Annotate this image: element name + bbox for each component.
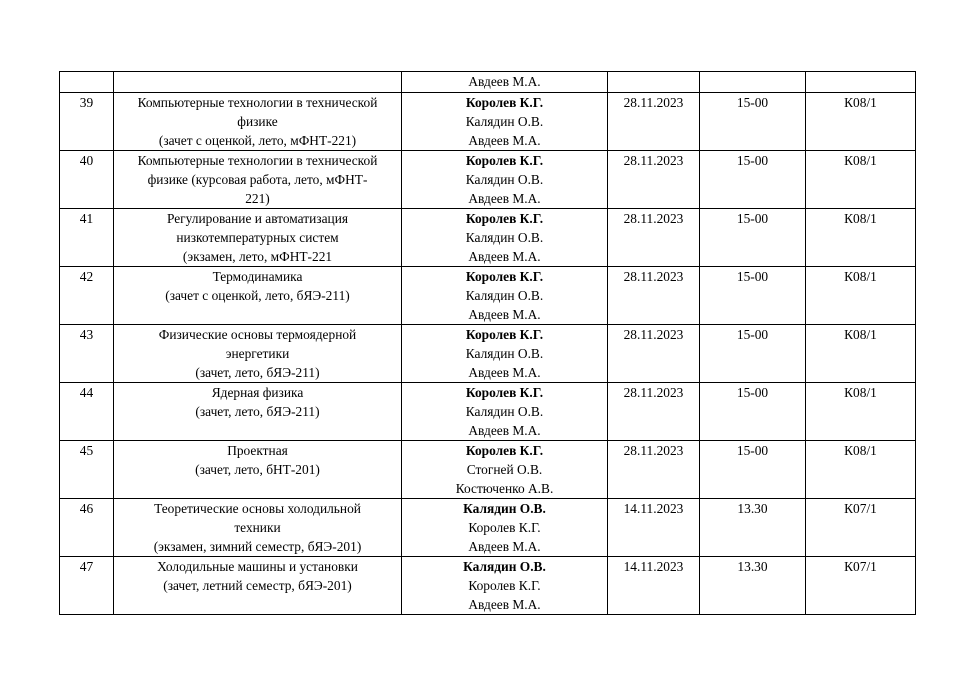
examiner-name: Авдеев М.А. (468, 307, 541, 322)
examiner-name: Авдеев М.А. (468, 191, 541, 206)
subject-cell (114, 209, 402, 267)
time-cell: 15-00 (700, 93, 806, 151)
room-cell: К08/1 (806, 151, 916, 209)
subject-line: (зачет, лето, бЯЭ-211) (195, 365, 320, 380)
examiners-cell (402, 557, 608, 615)
room-cell: К08/1 (806, 93, 916, 151)
lead-examiner-name: Калядин О.В. (463, 501, 546, 516)
subject-line: (зачет, лето, бЯЭ-211) (195, 404, 320, 419)
row-number-cell: 39 (60, 93, 114, 151)
date-cell: 28.11.2023 (608, 267, 700, 325)
table-row (60, 441, 916, 499)
examiners-cell (402, 209, 608, 267)
subject-line: физике (237, 114, 278, 129)
date-cell: 28.11.2023 (608, 325, 700, 383)
examiner-name: Королев К.Г. (468, 578, 541, 593)
examiner-name: Авдеев М.А. (468, 423, 541, 438)
time-cell: 15-00 (700, 151, 806, 209)
examiners-cell (402, 151, 608, 209)
subject-cell (114, 383, 402, 441)
subject-line: (экзамен, лето, мФНТ-221 (182, 249, 333, 264)
subject-line: (экзамен, зимний семестр, бЯЭ-201) (153, 539, 362, 554)
subject-line: Компьютерные технологии в технической (137, 95, 378, 110)
examiner-name: Калядин О.В. (465, 346, 544, 361)
room-cell: К08/1 (806, 209, 916, 267)
examiners-cell (402, 383, 608, 441)
subject-line: Физические основы термоядерной (158, 327, 357, 342)
room-cell: К08/1 (806, 441, 916, 499)
examiner-name: Стогней О.В. (466, 462, 543, 477)
subject-line: техники (234, 520, 281, 535)
table-row (60, 151, 916, 209)
time-cell: 15-00 (700, 441, 806, 499)
subject-line: Ядерная физика (211, 385, 304, 400)
lead-examiner-name: Королев К.Г. (465, 385, 544, 400)
examiner-name: Костюченко А.В. (455, 481, 554, 496)
examiners-cell (402, 72, 608, 93)
subject-line: Теоретические основы холодильной (154, 501, 361, 516)
subject-line: Проектная (227, 443, 288, 458)
subject-line: Холодильные машины и установки (157, 559, 358, 574)
subject-cell (114, 325, 402, 383)
schedule-table (59, 71, 916, 615)
date-cell (608, 72, 700, 93)
examiners-cell (402, 499, 608, 557)
lead-examiner-name: Королев К.Г. (465, 443, 544, 458)
room-cell: К07/1 (806, 499, 916, 557)
subject-line: Термодинамика (212, 269, 303, 284)
subject-line: (зачет с оценкой, лето, мФНТ-221) (158, 133, 357, 148)
lead-examiner-name: Королев К.Г. (465, 153, 544, 168)
date-cell: 28.11.2023 (608, 441, 700, 499)
subject-line: физике (курсовая работа, лето, мФНТ- (147, 172, 368, 187)
subject-cell (114, 441, 402, 499)
subject-cell (114, 499, 402, 557)
subject-line: (зачет, лето, бНТ-201) (195, 462, 320, 477)
subject-line: низкотемпературных систем (176, 230, 339, 245)
examiner-name: Калядин О.В. (465, 404, 544, 419)
subject-cell (114, 93, 402, 151)
examiners-cell (402, 441, 608, 499)
subject-cell (114, 151, 402, 209)
subject-line: энергетики (225, 346, 290, 361)
time-cell: 13.30 (700, 499, 806, 557)
examiner-name: Королев К.Г. (468, 520, 541, 535)
examiners-cell (402, 325, 608, 383)
table-row (60, 383, 916, 441)
examiner-name: Калядин О.В. (465, 114, 544, 129)
examiner-name: Калядин О.В. (465, 230, 544, 245)
subject-line: Компьютерные технологии в технической (137, 153, 378, 168)
lead-examiner-name: Королев К.Г. (465, 211, 544, 226)
examiners-cell (402, 93, 608, 151)
row-number-cell: 42 (60, 267, 114, 325)
subject-cell (114, 72, 402, 93)
table-row (60, 267, 916, 325)
subject-line: (зачет с оценкой, лето, бЯЭ-211) (165, 288, 350, 303)
examiner-name: Авдеев М.А. (468, 249, 541, 264)
subject-line: (зачет, летний семестр, бЯЭ-201) (163, 578, 352, 593)
date-cell: 14.11.2023 (608, 557, 700, 615)
row-number-cell: 45 (60, 441, 114, 499)
subject-cell (114, 557, 402, 615)
row-number-cell: 44 (60, 383, 114, 441)
row-number-cell: 41 (60, 209, 114, 267)
lead-examiner-name: Калядин О.В. (463, 559, 546, 574)
date-cell: 28.11.2023 (608, 383, 700, 441)
schedule-table-body (60, 72, 916, 615)
lead-examiner-name: Королев К.Г. (465, 327, 544, 342)
row-number-cell: 40 (60, 151, 114, 209)
row-number-cell: 47 (60, 557, 114, 615)
time-cell: 13.30 (700, 557, 806, 615)
room-cell: К07/1 (806, 557, 916, 615)
examiner-name: Калядин О.В. (465, 288, 544, 303)
table-row (60, 93, 916, 151)
time-cell: 15-00 (700, 325, 806, 383)
subject-line: Регулирование и автоматизация (166, 211, 349, 226)
room-cell: К08/1 (806, 325, 916, 383)
examiners-cell (402, 267, 608, 325)
date-cell: 28.11.2023 (608, 209, 700, 267)
table-row (60, 499, 916, 557)
examiner-name: Авдеев М.А. (468, 74, 541, 89)
room-cell: К08/1 (806, 383, 916, 441)
date-cell: 28.11.2023 (608, 151, 700, 209)
row-number-cell: 46 (60, 499, 114, 557)
time-cell (700, 72, 806, 93)
row-number-cell: 43 (60, 325, 114, 383)
table-row (60, 72, 916, 93)
table-row (60, 557, 916, 615)
lead-examiner-name: Королев К.Г. (465, 95, 544, 110)
room-cell: К08/1 (806, 267, 916, 325)
date-cell: 14.11.2023 (608, 499, 700, 557)
row-number-cell (60, 72, 114, 93)
lead-examiner-name: Королев К.Г. (465, 269, 544, 284)
time-cell: 15-00 (700, 383, 806, 441)
room-cell (806, 72, 916, 93)
examiner-name: Авдеев М.А. (468, 133, 541, 148)
examiner-name: Авдеев М.А. (468, 597, 541, 612)
examiner-name: Авдеев М.А. (468, 539, 541, 554)
subject-line: 221) (245, 191, 270, 206)
table-row (60, 209, 916, 267)
time-cell: 15-00 (700, 267, 806, 325)
date-cell: 28.11.2023 (608, 93, 700, 151)
examiner-name: Калядин О.В. (465, 172, 544, 187)
time-cell: 15-00 (700, 209, 806, 267)
table-row (60, 325, 916, 383)
subject-cell (114, 267, 402, 325)
examiner-name: Авдеев М.А. (468, 365, 541, 380)
